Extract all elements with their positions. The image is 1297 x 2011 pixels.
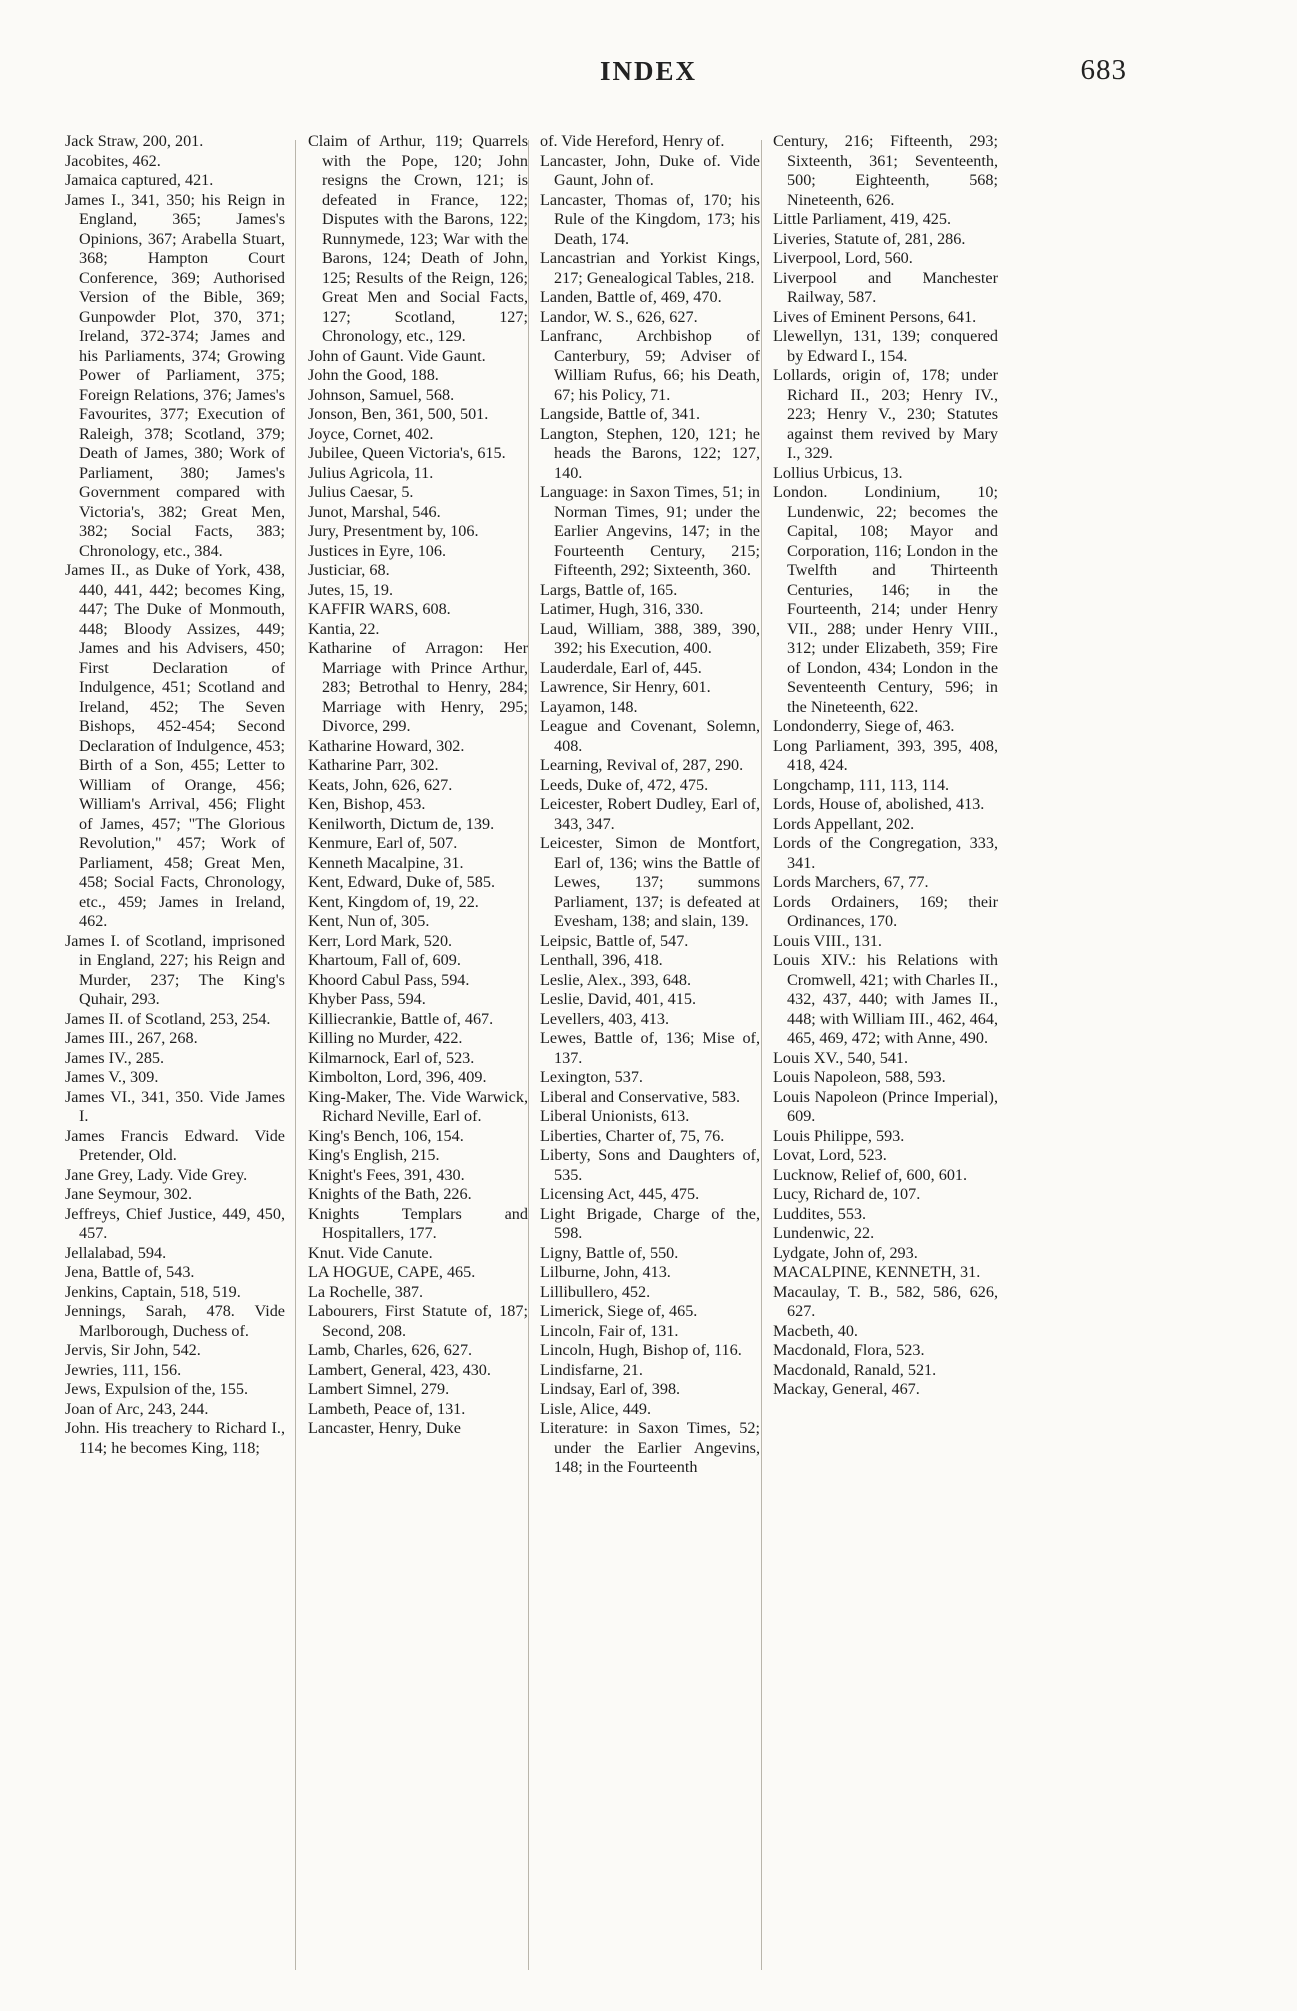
index-entry: King's English, 215. [308, 1146, 440, 1164]
index-entry: Joan of Arc, 243, 244. [65, 1399, 209, 1418]
index-entry: London. Londinium, 10; Lundenwic, 22; becomes the Capital, 108; Mayor and Corporation, 116; London in the Twelfth and Thirteenth Centuries, 146; in the Fourteenth, 214; under Henry VII., 288; under Henry VIII., 312; under Elizabeth, 359; Fire of London, 434; London in the Seventeenth Century, 596; in the Nineteenth, 622. [773, 483, 998, 716]
index-entry: Lincoln, Hugh, Bishop of, 116. [540, 1341, 742, 1359]
index-entry: Lords of the Congregation, 333, 341. [773, 834, 998, 872]
index-entry: Louis VIII., 131. [773, 931, 882, 950]
index-entry: Keats, John, 626, 627. [308, 775, 453, 794]
index-entry: Labourers, First Statute of, 187; Second, 208. [308, 1302, 528, 1340]
index-entry: Lamb, Charles, 626, 627. [308, 1341, 473, 1359]
index-entry: Khartoum, Fall of, 609. [308, 951, 461, 969]
index-entry: Luddites, 553. [773, 1204, 867, 1223]
index-entry: Knights Templars and Hospitallers, 177. [308, 1204, 528, 1242]
index-entry: James I. of Scotland, imprisoned in England, 227; his Reign and Murder, 237; The King's Quhair, 293. [65, 931, 285, 1008]
index-entry: Lambert, General, 423, 430. [308, 1360, 491, 1379]
index-entry: Lambert Simnel, 279. [308, 1380, 450, 1398]
index-entry: Lenthall, 396, 418. [540, 951, 663, 969]
index-entry: Leslie, David, 401, 415. [540, 990, 697, 1008]
index-entry: Lollius Urbicus, 13. [773, 463, 903, 482]
index-entry: John. His treachery to Richard I., 114; he becomes King, 118; [65, 1419, 285, 1457]
index-entry: Licensing Act, 445, 475. [540, 1185, 700, 1203]
index-entry: Kent, Nun of, 305. [308, 912, 430, 930]
index-entry: Claim of Arthur, 119; Quarrels with the Pope, 120; John resigns the Crown, 121; is defeated in France, 122; Disputes with the Barons, 122; Runnymede, 123; War with the Barons, 124; Death of John, 125; Results of the Reign, 126; Great Men and Social Facts, 127; Scotland, 127; Chronology, etc., 129. [308, 132, 528, 345]
index-entry: James I., 341, 350; his Reign in England, 365; James's Opinions, 367; Arabella Stuart, 368; Hampton Court Conference, 369; Authorised Version of the Bible, 369; Gunpowder Plot, 370, 371; Ireland, 372-374; James and his Parliaments, 374; Growing Power of Parliament, 375; Foreign Relations, 376; James's Favourites, 377; Execution of Raleigh, 378; Scotland, 379; Death of James, 380; Work of Parliament, 380; James's Government compared with Victoria's, 382; Great Men, 382; Social Facts, 383; Chronology, etc., 384. [65, 190, 285, 560]
index-entry: Killing no Murder, 422. [308, 1029, 463, 1047]
index-entry: Jack Straw, 200, 201. [65, 132, 204, 150]
index-entry: Largs, Battle of, 165. [540, 580, 678, 599]
index-column-4 [773, 132, 998, 1992]
index-entry: James VI., 341, 350. Vide James I. [65, 1087, 285, 1125]
index-entry: Lords Ordainers, 169; their Ordinances, 170. [773, 892, 998, 930]
index-entry: Justiciar, 68. [308, 561, 390, 579]
index-entry: Lindisfarne, 21. [540, 1360, 643, 1379]
index-entry: Julius Agricola, 11. [308, 463, 434, 482]
index-entry: Lillibullero, 452. [540, 1282, 651, 1301]
index-entry: Jubilee, Queen Victoria's, 615. [308, 444, 506, 462]
index-entry: Kimbolton, Lord, 396, 409. [308, 1068, 487, 1086]
index-entry: Kenmure, Earl of, 507. [308, 834, 458, 852]
index-entry: Liberal Unionists, 613. [540, 1107, 690, 1125]
index-entry: Justices in Eyre, 106. [308, 541, 447, 560]
index-entry: Katharine Parr, 302. [308, 756, 439, 774]
index-entry: Macbeth, 40. [773, 1321, 858, 1340]
index-entry: Layamon, 148. [540, 697, 638, 716]
index-entry: Kantia, 22. [308, 619, 380, 638]
index-entry: Lexington, 537. [540, 1068, 643, 1086]
index-entry: Jutes, 15, 19. [308, 580, 393, 599]
index-entry: Langside, Battle of, 341. [540, 405, 701, 423]
index-entry: Londonderry, Siege of, 463. [773, 717, 955, 735]
index-entry: Lucy, Richard de, 107. [773, 1185, 921, 1203]
index-entry: Liberty, Sons and Daughters of, 535. [540, 1146, 760, 1184]
index-entry: James Francis Edward. Vide Pretender, Old. [65, 1126, 285, 1164]
index-entry: Julius Caesar, 5. [308, 483, 414, 501]
page-title: INDEX [599, 56, 697, 86]
index-entry: Lincoln, Fair of, 131. [540, 1321, 679, 1340]
index-entry: Jews, Expulsion of the, 155. [65, 1380, 248, 1398]
index-entry: Macdonald, Flora, 523. [773, 1341, 925, 1359]
column-divider [761, 140, 762, 1970]
index-entry: Lancastrian and Yorkist Kings, 217; Genealogical Tables, 218. [540, 249, 760, 287]
index-entry: Longchamp, 111, 113, 114. [773, 775, 950, 794]
index-entry: Macaulay, T. B., 582, 586, 626, 627. [773, 1282, 998, 1320]
index-entry: Lawrence, Sir Henry, 601. [540, 678, 711, 696]
index-entry: Kenneth Macalpine, 31. [308, 853, 464, 872]
index-column-3 [540, 132, 760, 1992]
index-entry: James III., 267, 268. [65, 1029, 198, 1047]
index-entry: Lords Marchers, 67, 77. [773, 873, 929, 891]
index-entry: Jane Grey, Lady. Vide Grey. [65, 1165, 248, 1184]
index-entry: Liverpool, Lord, 560. [773, 249, 913, 267]
index-entry: Leipsic, Battle of, 547. [540, 931, 689, 950]
index-entry: King's Bench, 106, 154. [308, 1126, 464, 1145]
index-entry: Katharine Howard, 302. [308, 736, 465, 755]
index-entry: Leslie, Alex., 393, 648. [540, 970, 692, 989]
index-entry: Jane Seymour, 302. [65, 1185, 193, 1203]
index-entry: KAFFIR WARS, 608. [308, 600, 451, 618]
index-entry: Literature: in Saxon Times, 52; under the Earlier Angevins, 148; in the Fourteenth [540, 1419, 760, 1476]
index-entry: Jena, Battle of, 543. [65, 1263, 195, 1281]
index-entry: James V., 309. [65, 1068, 159, 1086]
index-entry: Khyber Pass, 594. [308, 990, 426, 1008]
index-column-1 [65, 132, 285, 1992]
column-divider [528, 140, 529, 1970]
index-entry: Lords Appellant, 202. [773, 814, 915, 833]
index-entry: Johnson, Samuel, 568. [308, 385, 455, 404]
index-entry: Lucknow, Relief of, 600, 601. [773, 1165, 968, 1184]
index-entry: Lancaster, John, Duke of. Vide Gaunt, John of. [540, 151, 760, 189]
index-entry: Lollards, origin of, 178; under Richard II., 203; Henry IV., 223; Henry V., 230; Statutes against them revived by Mary I., 329. [773, 366, 998, 462]
index-entry: La Rochelle, 387. [308, 1282, 424, 1301]
index-entry: Mackay, General, 467. [773, 1380, 920, 1398]
index-entry: Louis XIV.: his Relations with Cromwell, 421; with Charles II., 432, 437, 440; with James II., 448; with William III., 462, 464, 465, 469, 472; with Anne, 490. [773, 951, 998, 1047]
index-entry: Lives of Eminent Persons, 641. [773, 307, 977, 326]
index-entry: Louis Napoleon (Prince Imperial), 609. [773, 1087, 998, 1125]
index-entry: Louis XV., 540, 541. [773, 1048, 909, 1067]
index-entry: Leicester, Simon de Montfort, Earl of, 136; wins the Battle of Lewes, 137; summons Parliament, 137; is defeated at Evesham, 138; and slain, 139. [540, 834, 760, 930]
index-entry: Junot, Marshal, 546. [308, 502, 441, 521]
index-entry: Lewes, Battle of, 136; Mise of, 137. [540, 1029, 760, 1067]
index-entry: Latimer, Hugh, 316, 330. [540, 600, 704, 618]
index-entry: Lords, House of, abolished, 413. [773, 795, 985, 813]
index-entry: Jonson, Ben, 361, 500, 501. [308, 405, 489, 423]
index-entry: Jacobites, 462. [65, 151, 161, 170]
index-entry: Jellalabad, 594. [65, 1243, 167, 1262]
column-divider [295, 140, 296, 1970]
index-entry: Killiecrankie, Battle of, 467. [308, 1009, 494, 1028]
index-entry: Kent, Edward, Duke of, 585. [308, 873, 496, 891]
index-entry: Lancaster, Henry, Duke [308, 1419, 461, 1437]
index-entry: Laud, William, 388, 389, 390, 392; his Execution, 400. [540, 619, 760, 657]
index-entry: Lindsay, Earl of, 398. [540, 1380, 681, 1398]
index-entry: Little Parliament, 419, 425. [773, 210, 952, 228]
index-entry: Knut. Vide Canute. [308, 1243, 433, 1262]
index-entry: Levellers, 403, 413. [540, 1009, 670, 1028]
index-entry: Light Brigade, Charge of the, 598. [540, 1204, 760, 1242]
index-entry: Kenilworth, Dictum de, 139. [308, 814, 495, 833]
page-header [0, 0, 1297, 110]
index-entry: Lovat, Lord, 523. [773, 1146, 887, 1164]
index-entry: Lauderdale, Earl of, 445. [540, 658, 702, 677]
index-entry: Jury, Presentment by, 106. [308, 522, 479, 540]
index-entry: James IV., 285. [65, 1048, 165, 1067]
index-entry: Knights of the Bath, 226. [308, 1185, 472, 1203]
index-entry: Jeffreys, Chief Justice, 449, 450, 457. [65, 1204, 285, 1242]
index-entry: John the Good, 188. [308, 366, 439, 384]
index-entry: MACALPINE, KENNETH, 31. [773, 1263, 981, 1281]
index-entry: Lilburne, John, 413. [540, 1263, 671, 1281]
index-entry: Jervis, Sir John, 542. [65, 1341, 201, 1359]
index-entry: Macdonald, Ranald, 521. [773, 1360, 937, 1379]
index-entry: Joyce, Cornet, 402. [308, 424, 434, 443]
index-entry: League and Covenant, Solemn, 408. [540, 717, 760, 755]
index-entry: Leicester, Robert Dudley, Earl of, 343, 347. [540, 795, 760, 833]
index-entry: Jennings, Sarah, 478. Vide Marlborough, Duchess of. [65, 1302, 285, 1340]
index-entry: Leeds, Duke of, 472, 475. [540, 775, 709, 794]
index-entry: King-Maker, The. Vide Warwick, Richard Neville, Earl of. [308, 1087, 528, 1125]
index-entry: Learning, Revival of, 287, 290. [540, 756, 744, 774]
index-entry: Limerick, Siege of, 465. [540, 1302, 698, 1320]
index-entry: John of Gaunt. Vide Gaunt. [308, 346, 486, 365]
index-entry: Landor, W. S., 626, 627. [540, 307, 698, 326]
index-entry: Langton, Stephen, 120, 121; he heads the Barons, 122; 127, 140. [540, 424, 760, 482]
index-column-2 [308, 132, 528, 1992]
index-entry: Llewellyn, 131, 139; conquered by Edward I., 154. [773, 327, 998, 365]
index-entry: Liberal and Conservative, 583. [540, 1087, 741, 1106]
index-entry: Kent, Kingdom of, 19, 22. [308, 892, 479, 911]
index-entry: of. Vide Hereford, Henry of. [540, 132, 725, 150]
index-entry: Lundenwic, 22. [773, 1224, 875, 1242]
page-number: 683 [1080, 54, 1127, 86]
index-entry: Century, 216; Fifteenth, 293; Sixteenth, 361; Seventeenth, 500; Eighteenth, 568; Nineteenth, 626. [773, 132, 998, 209]
index-entry: Ken, Bishop, 453. [308, 795, 426, 813]
index-entry: Long Parliament, 393, 395, 408, 418, 424. [773, 736, 998, 774]
index-entry: Lancaster, Thomas of, 170; his Rule of the Kingdom, 173; his Death, 174. [540, 190, 760, 248]
index-entry: James II. of Scotland, 253, 254. [65, 1009, 271, 1028]
index-entry: Knight's Fees, 391, 430. [308, 1165, 465, 1184]
index-entry: Language: in Saxon Times, 51; in Norman Times, 91; under the Earlier Angevins, 147; in the Fourteenth Century, 215; Fifteenth, 292; Sixteenth, 360. [540, 483, 760, 579]
index-entry: James II., as Duke of York, 438, 440, 441, 442; becomes King, 447; The Duke of Monmouth, 448; Bloody Assizes, 449; James and his Advisers, 450; First Declaration of Indulgence, 451; Scotland and Ireland, 452; The Seven Bishops, 452-454; Second Declaration of Indulgence, 453; Birth of a Son, 455; Letter to William of Orange, 456; William's Arrival, 456; Flight of James, 457; "The Glorious Revolution," 457; Work of Parliament, 458; Great Men, 458; Social Facts, Chronology, etc., 459; James in Ireland, 462. [65, 561, 285, 930]
index-entry: Liberties, Charter of, 75, 76. [540, 1126, 725, 1145]
index-entry: Lisle, Alice, 449. [540, 1399, 652, 1418]
index-entry: Jenkins, Captain, 518, 519. [65, 1282, 241, 1301]
index-entry: Louis Philippe, 593. [773, 1126, 905, 1145]
index-entry: Lydgate, John of, 293. [773, 1243, 918, 1262]
index-entry: Kilmarnock, Earl of, 523. [308, 1048, 475, 1067]
index-entry: Landen, Battle of, 469, 470. [540, 288, 722, 306]
index-entry: Lanfranc, Archbishop of Canterbury, 59; Adviser of William Rufus, 66; his Death, 67; his Policy, 71. [540, 327, 760, 404]
index-entry: LA HOGUE, CAPE, 465. [308, 1263, 476, 1281]
index-entry: Jewries, 111, 156. [65, 1360, 182, 1379]
index-entry: Jamaica captured, 421. [65, 171, 214, 189]
index-entry: Ligny, Battle of, 550. [540, 1243, 679, 1262]
index-entry: Kerr, Lord Mark, 520. [308, 931, 453, 950]
index-entry: Liverpool and Manchester Railway, 587. [773, 268, 998, 306]
index-entry: Lambeth, Peace of, 131. [308, 1399, 466, 1418]
index-entry: Liveries, Statute of, 281, 286. [773, 229, 966, 248]
index-entry: Louis Napoleon, 588, 593. [773, 1068, 946, 1086]
index-entry: Khoord Cabul Pass, 594. [308, 970, 470, 989]
index-entry: Katharine of Arragon: Her Marriage with Prince Arthur, 283; Betrothal to Henry, 284; Marriage with Henry, 295; Divorce, 299. [308, 639, 528, 735]
